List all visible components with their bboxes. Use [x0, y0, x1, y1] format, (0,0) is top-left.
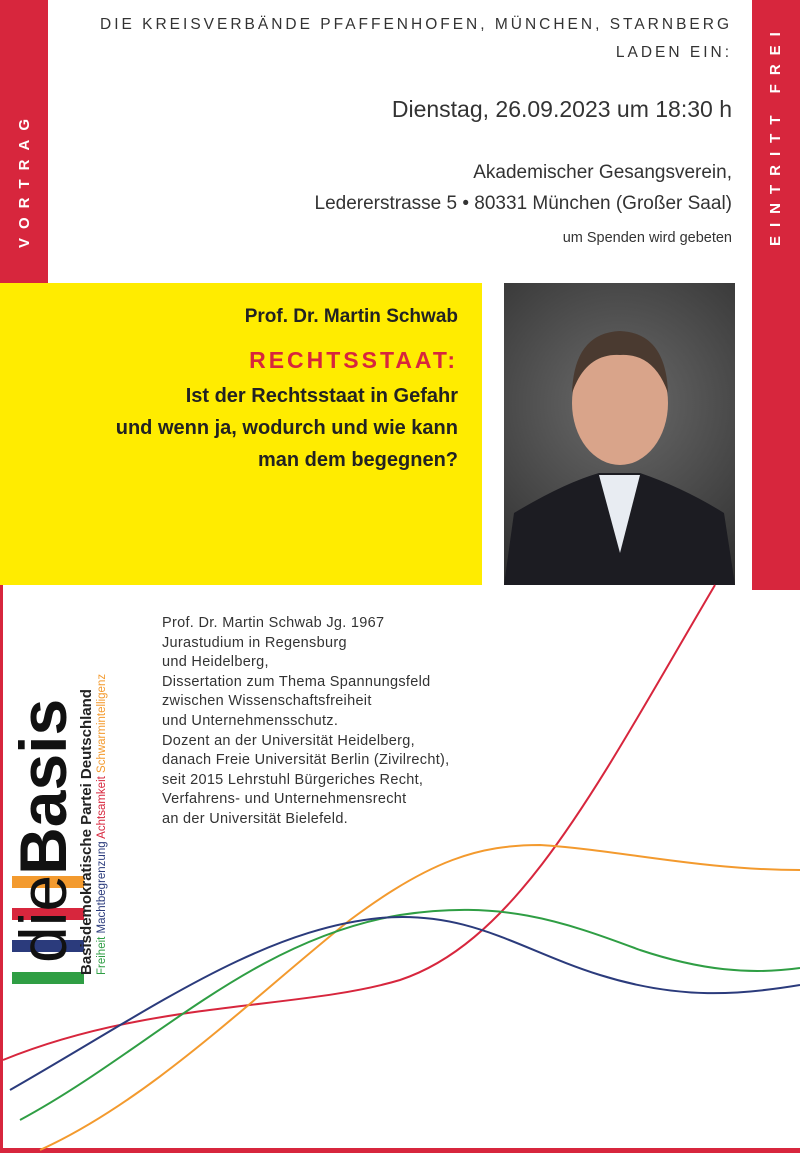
logo-values [95, 600, 109, 975]
talk-question-1: Ist der Rechtsstaat in Gefahr [185, 385, 458, 407]
value-achtsamkeit: Achtsamkeit [96, 776, 108, 839]
bio-line: Verfahrens- und Unternehmensrecht [162, 791, 407, 808]
talk-question-3: man dem begegnen? [257, 449, 458, 471]
logo-die: die [6, 874, 80, 963]
bio-line: Dissertation zum Thema Spannungsfeld [162, 673, 431, 690]
bio-line: an der Universität Bielefeld. [162, 810, 349, 827]
value-schwarmintelligenz: Schwarmintelligenz [96, 673, 108, 773]
talk-topic: RECHTSSTAAT: [249, 347, 458, 373]
event-address: Ledererstrasse 5 • 80331 München (Großer Saal) [314, 193, 732, 214]
bio-line: und Heidelberg, [162, 654, 269, 671]
bio-line: und Unternehmensschutz. [162, 712, 339, 729]
curve-orange [40, 845, 800, 1150]
logo-subtitle: Basisdemokratische Partei Deutschland [78, 689, 95, 975]
logo-basis: Basis [6, 698, 80, 875]
bio-line: danach Freie Universität Berlin (Zivilrecht), [162, 752, 450, 769]
bio-line: zwischen Wissenschaftsfreiheit [162, 693, 372, 710]
event-note: um Spenden wird gebeten [562, 230, 732, 246]
logo-wordmark [8, 600, 78, 975]
bio-line: Dozent an der Universität Heidelberg, [162, 732, 415, 749]
bio-line: seit 2015 Lehrstuhl Bürgeriches Recht, [162, 771, 424, 788]
header-invite: LADEN EIN: [615, 44, 732, 61]
value-freiheit: Freiheit [96, 936, 108, 975]
header-organizers: DIE KREISVERBÄNDE PFAFFENHOFEN, MÜNCHEN, STARNBERG [100, 16, 732, 33]
bio-line: Jurastudium in Regensburg [162, 634, 347, 651]
value-machtbegrenzung: Machtbegrenzung [96, 841, 108, 934]
side-label-eintritt-frei: EINTRITT FREI [767, 23, 784, 246]
bio-line: Prof. Dr. Martin Schwab Jg. 1967 [162, 615, 385, 631]
event-date: Dienstag, 26.09.2023 um 18:30 h [391, 96, 732, 122]
side-label-vortrag: VORTRAG [16, 110, 33, 248]
speaker-bio [162, 614, 449, 830]
diebasis-logo [8, 600, 140, 995]
speaker-name: Prof. Dr. Martin Schwab [244, 306, 458, 327]
talk-question-2: und wenn ja, wodurch und wie kann [115, 417, 458, 439]
event-venue: Akademischer Gesangsverein, [473, 162, 732, 183]
